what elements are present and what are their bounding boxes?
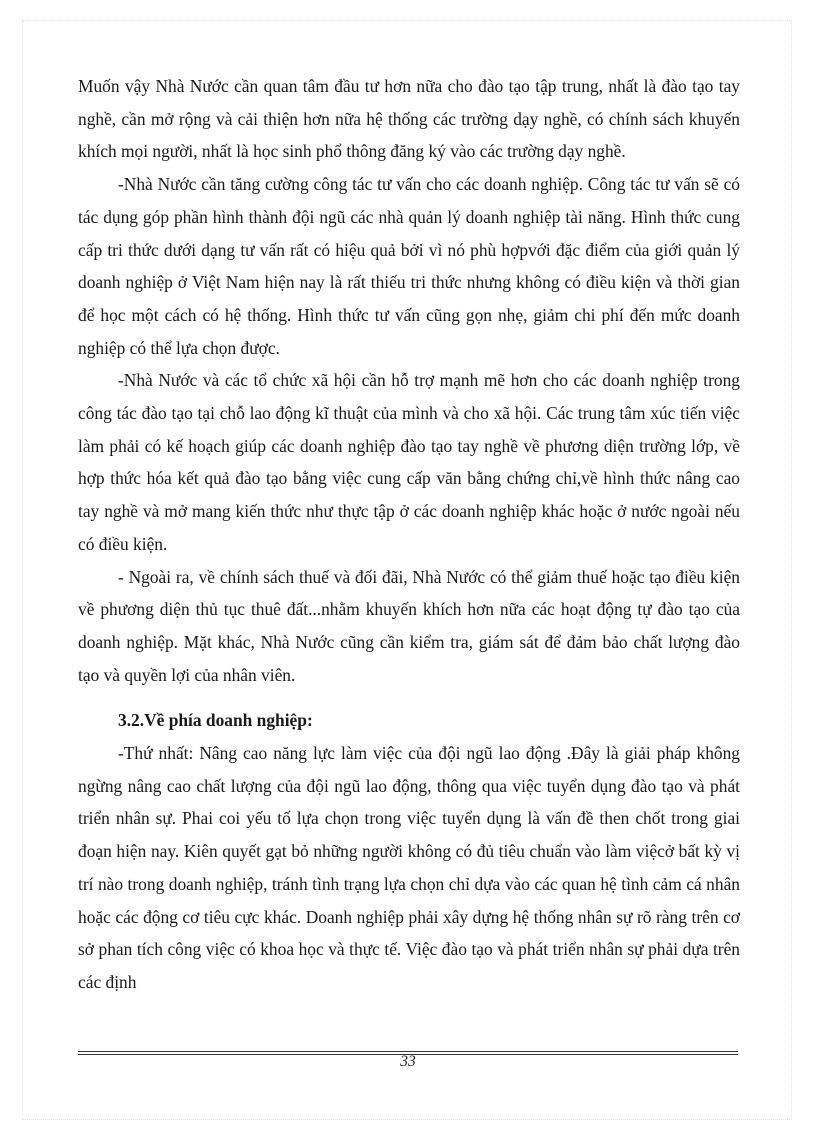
paragraph-consulting: -Nhà Nước cần tăng cường công tác tư vấn cho các doanh nghiệp. Công tác tư vấn sẽ có tác dụng góp phần hình thành đội ngũ các nhà quản lý doanh nghiệp tài năng. Hình thức cung cấp tri thức dưới dạng tư vấn rất có hiệu quả bởi vì nó phù hợpvới đặc điểm của giới quản lý doanh nghiệp ở Việt Nam hiện nay là rất thiếu tri thức nhưng không có điều kiện và thời gian để học một cách có hệ thống. Hình thức tư vấn cũng gọn nhẹ, giảm chi phí đến mức doanh nghiệp có thể lựa chọn được. bbox=[78, 174, 740, 358]
paragraph-tax-policy: - Ngoài ra, về chính sách thuế và đối đãi, Nhà Nước có thể giảm thuế hoặc tạo điều kiện về phương diện thủ tục thuê đất...nhằm khuyến khích hơn nữa các hoạt động tự đào tạo của doanh nghiệp. Mặt khác, Nhà Nước cũng cần kiểm tra, giám sát để đảm bảo chất lượng đào tạo và quyền lợi của nhân viên. bbox=[78, 566, 740, 685]
section-heading: 3.2.Về phía doanh nghiệp: bbox=[118, 710, 313, 731]
paragraph-enterprise-first: -Thứ nhất: Nâng cao năng lực làm việc của đội ngũ lao động .Đây là giải pháp không ngừng nâng cao chất lượng của đội ngũ lao động, thông qua việc tuyển dụng đào tạo và phát triển nhân sự. Phai coi yếu tố lựa chọn trong việc tuyển dụng là vấn đề then chốt trong giai đoạn hiện nay. Kiên quyết gạt bỏ những người không có đủ tiêu chuẩn vào làm việcở bất kỳ vị trí nào trong doanh nghiệp, tránh tình trạng lựa chọn chỉ dựa vào các quan hệ tình cảm cá nhân hoặc các động cơ tiêu cực khác. Doanh nghiệp phải xây dựng hệ thống nhân sự rõ ràng trên cơ sở phan tích công việc có khoa học và thực tế. Việc đào tạo và phát triển nhân sự phải dựa trên các định bbox=[78, 743, 740, 992]
paragraph-social-support: -Nhà Nước và các tổ chức xã hội cần hỗ trợ mạnh mẽ hơn cho các doanh nghiệp trong công tác đào tạo tại chỗ lao động kĩ thuật của mình và cho xã hội. Các trung tâm xúc tiến việc làm phải có kế hoạch giúp các doanh nghiệp đào tạo tay nghề về phương diện trường lớp, về hợp thức hóa kết quả đào tạo bằng việc cung cấp văn bằng chứng chỉ,về hình thức nâng cao tay nghề và mở mang kiến thức như thực tập ở các doanh nghiệp khác hoặc ở nước ngoài nếu có điều kiện. bbox=[78, 370, 740, 554]
document-body bbox=[78, 70, 740, 999]
paragraph-intro: Muốn vậy Nhà Nước cần quan tâm đầu tư hơn nữa cho đào tạo tập trung, nhất là đào tạo tay nghề, cần mở rộng và cải thiện hơn nữa hệ thống các trường dạy nghề, có chính sách khuyến khích mọi người, nhất là học sinh phổ thông đăng ký vào các trường dạy nghề. bbox=[78, 76, 740, 162]
page-number: 33 bbox=[400, 1053, 416, 1070]
